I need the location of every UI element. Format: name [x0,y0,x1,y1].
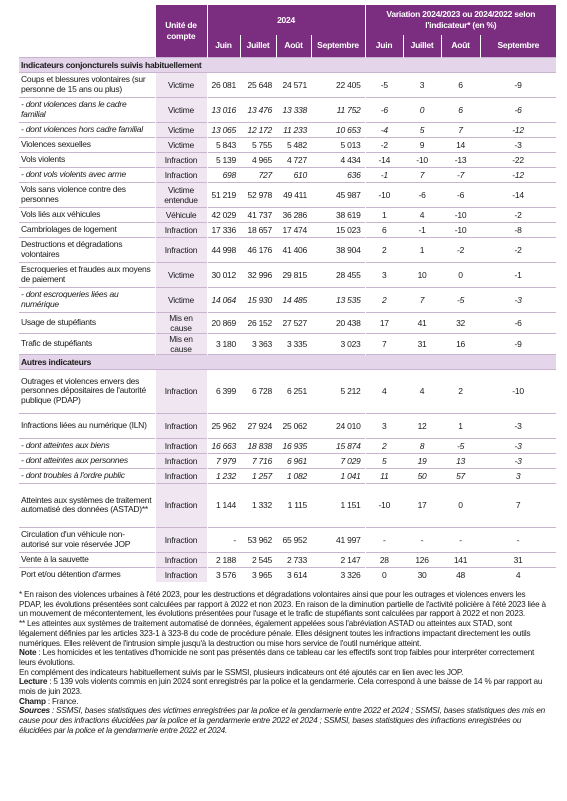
row-unit: Infraction [155,369,207,413]
variation-cell: 11 [365,468,403,483]
variation-cell: 48 [441,567,480,582]
value-cell: 1 144 [207,483,240,527]
variation-cell: 31 [403,333,441,354]
row-unit: Victime [155,122,207,137]
variation-cell: -4 [365,122,403,137]
value-cell: 636 [311,167,365,182]
row-label: Vols liés aux véhicules [19,207,155,222]
variation-cell: 1 [403,237,441,262]
value-cell: 1 257 [240,468,276,483]
value-cell: 13 065 [207,122,240,137]
variation-cell: -10 [441,222,480,237]
variation-cell: 5 [365,453,403,468]
value-cell: 1 082 [276,468,311,483]
value-cell: 3 576 [207,567,240,582]
value-cell: 25 062 [276,413,311,438]
variation-cell: -5 [365,72,403,97]
variation-cell: 7 [441,122,480,137]
variation-cell: 7 [403,287,441,312]
row-label: - dont escroqueries liées au numérique [19,287,155,312]
table-row [19,207,556,222]
row-label: Trafic de stupéfiants [19,333,155,354]
variation-cell: 41 [403,312,441,333]
row-label: - dont atteintes aux personnes [19,453,155,468]
value-cell: 1 232 [207,468,240,483]
value-cell: 51 219 [207,182,240,207]
variation-cell: 6 [441,97,480,122]
row-label: - dont vols violents avec arme [19,167,155,182]
variation-cell: 16 [441,333,480,354]
value-cell: 18 657 [240,222,276,237]
value-cell: 3 335 [276,333,311,354]
variation-cell: 32 [441,312,480,333]
value-cell: 13 016 [207,97,240,122]
variation-cell: 8 [403,438,441,453]
variation-cell: 10 [403,262,441,287]
variation-cell: - [403,527,441,552]
value-cell: 5 843 [207,137,240,152]
variation-cell: -3 [480,413,556,438]
header-variation: Variation 2024/2023 ou 2024/2022 selon l'indicateur* (en %) [365,5,556,35]
row-label: Vente à la sauvette [19,552,155,567]
value-cell: 6 251 [276,369,311,413]
variation-cell: 3 [365,262,403,287]
note-label: Note [19,648,37,658]
row-unit: Infraction [155,468,207,483]
champ-label: Champ [19,696,46,706]
table-row [19,182,556,207]
table-row [19,413,556,438]
row-label: Usage de stupéfiants [19,312,155,333]
value-cell: 15 874 [311,438,365,453]
variation-cell: -6 [365,97,403,122]
value-cell: 17 474 [276,222,311,237]
row-label: Vols sans violence contre des personnes [19,182,155,207]
value-cell: 18 838 [240,438,276,453]
value-cell: 27 924 [240,413,276,438]
value-cell: 52 978 [240,182,276,207]
sources-text: : SSMSI, bases statistiques des victimes enregistrées par la police et la gendarmerie entre 2022 et 2024 ; SSMSI, bases statistiques des mis en cause pour des infractions élucidées par la police et la gendarmerie entre 2022 et 2024 ; SSMSI, bases statistiques des infractions enregistrées ou élucidées par la police et la gendarmerie entre 2022 et 2024. [19,706,545,735]
value-cell: 3 180 [207,333,240,354]
row-unit: Victime [155,287,207,312]
variation-cell: 2 [365,287,403,312]
variation-cell: -6 [403,182,441,207]
table-row [19,72,556,97]
value-cell: 1 332 [240,483,276,527]
variation-cell: -10 [403,152,441,167]
variation-cell: -12 [480,167,556,182]
variation-cell: 5 [403,122,441,137]
value-cell: 26 152 [240,312,276,333]
value-cell: 13 476 [240,97,276,122]
value-cell: 3 023 [311,333,365,354]
value-cell: 3 363 [240,333,276,354]
variation-cell: 19 [403,453,441,468]
row-label: Outrages et violences envers des personnes dépositaires de l'autorité publique (PDAP) [19,369,155,413]
row-unit: Infraction [155,527,207,552]
value-cell: 3 326 [311,567,365,582]
variation-cell: 31 [480,552,556,567]
value-cell: 610 [276,167,311,182]
value-cell: 6 961 [276,453,311,468]
variation-cell: -14 [365,152,403,167]
value-cell: 53 962 [240,527,276,552]
variation-cell: 3 [403,72,441,97]
value-cell: 20 869 [207,312,240,333]
row-label: - dont violences hors cadre familial [19,122,155,137]
value-cell: 20 438 [311,312,365,333]
table-row [19,167,556,182]
variation-cell: 9 [403,137,441,152]
variation-cell: 1 [365,207,403,222]
value-cell: 45 987 [311,182,365,207]
row-unit: Victime [155,97,207,122]
table-row [19,527,556,552]
value-cell: 44 998 [207,237,240,262]
table-row [19,468,556,483]
header-month-aout: Août [276,35,311,57]
value-cell: 12 172 [240,122,276,137]
table-row [19,97,556,122]
variation-cell: 7 [480,483,556,527]
value-cell: 4 727 [276,152,311,167]
variation-cell: -1 [365,167,403,182]
row-label: Violences sexuelles [19,137,155,152]
variation-cell: 0 [403,97,441,122]
value-cell: 25 962 [207,413,240,438]
variation-cell: 2 [441,369,480,413]
header-var-aout: Août [441,35,480,57]
value-cell: 22 405 [311,72,365,97]
table-row [19,483,556,527]
value-cell: 6 728 [240,369,276,413]
variation-cell: -2 [480,207,556,222]
row-unit: Victime [155,72,207,97]
variation-cell: 28 [365,552,403,567]
table-body [19,57,556,582]
row-label: - dont troubles à l'ordre public [19,468,155,483]
footnotes [19,590,547,736]
header-var-juin: Juin [365,35,403,57]
variation-cell: 0 [441,483,480,527]
value-cell: 25 648 [240,72,276,97]
row-label: - dont violences dans le cadre familial [19,97,155,122]
header-var-septembre: Septembre [480,35,556,57]
value-cell: - [207,527,240,552]
value-cell: 65 952 [276,527,311,552]
value-cell: 5 013 [311,137,365,152]
value-cell: 5 755 [240,137,276,152]
value-cell: 1 151 [311,483,365,527]
variation-cell: 1 [441,413,480,438]
variation-cell: 17 [403,483,441,527]
row-unit: Infraction [155,552,207,567]
value-cell: 14 485 [276,287,311,312]
value-cell: 17 336 [207,222,240,237]
champ-text: : France. [45,696,79,706]
value-cell: 2 733 [276,552,311,567]
value-cell: 41 406 [276,237,311,262]
header-month-septembre: Septembre [311,35,365,57]
variation-cell: 14 [441,137,480,152]
sources-label: Sources [19,706,50,716]
section-title: Autres indicateurs [19,354,556,369]
variation-cell: -2 [441,237,480,262]
table-header [19,5,556,57]
row-label: Destructions et dégradations volontaires [19,237,155,262]
variation-cell: -10 [365,483,403,527]
value-cell: 2 147 [311,552,365,567]
row-label: Circulation d'un véhicule non-autorisé sur voie réservée JOP [19,527,155,552]
variation-cell: 6 [365,222,403,237]
value-cell: 24 571 [276,72,311,97]
value-cell: 41 997 [311,527,365,552]
table-row [19,333,556,354]
variation-cell: -10 [441,207,480,222]
row-unit: Victime entendue [155,182,207,207]
row-unit: Mis en cause [155,312,207,333]
variation-cell: -10 [480,369,556,413]
value-cell: 7 029 [311,453,365,468]
variation-cell: 57 [441,468,480,483]
variation-cell: -5 [441,438,480,453]
variation-cell: -13 [441,152,480,167]
value-cell: 11 233 [276,122,311,137]
variation-cell: -14 [480,182,556,207]
variation-cell: -12 [480,122,556,137]
value-cell: 16 935 [276,438,311,453]
value-cell: 15 023 [311,222,365,237]
value-cell: 2 545 [240,552,276,567]
value-cell: 32 996 [240,262,276,287]
value-cell: 4 965 [240,152,276,167]
variation-cell: -1 [480,262,556,287]
variation-cell: -3 [480,453,556,468]
variation-cell: -10 [365,182,403,207]
variation-cell: 3 [365,413,403,438]
table-row [19,552,556,567]
variation-cell: 4 [403,369,441,413]
row-unit: Infraction [155,438,207,453]
row-unit: Infraction [155,167,207,182]
table-row [19,137,556,152]
footnote-note [19,648,547,667]
variation-cell: 2 [365,438,403,453]
value-cell: 27 527 [276,312,311,333]
table-row [19,222,556,237]
section-header-row [19,354,556,369]
row-label: Vols violents [19,152,155,167]
value-cell: 28 455 [311,262,365,287]
value-cell: 13 338 [276,97,311,122]
variation-cell: -3 [480,137,556,152]
section-title: Indicateurs conjoncturels suivis habituellement [19,57,556,72]
variation-cell: 0 [365,567,403,582]
note-text: : Les homicides et les tentatives d'homicide ne sont pas présentés dans ce tableau car les effectifs sont trop faibles pour interpréter correctement leurs évolutions. [19,648,535,667]
row-label: Port et/ou détention d'armes [19,567,155,582]
variation-cell: -8 [480,222,556,237]
value-cell: 14 064 [207,287,240,312]
value-cell: 41 737 [240,207,276,222]
value-cell: 5 482 [276,137,311,152]
table-row [19,438,556,453]
header-year: 2024 [207,5,365,35]
row-unit: Infraction [155,222,207,237]
value-cell: 1 041 [311,468,365,483]
variation-cell: -5 [441,287,480,312]
value-cell: 46 176 [240,237,276,262]
row-unit: Infraction [155,567,207,582]
row-label: Coups et blessures volontaires (sur personne de 15 ans ou plus) [19,72,155,97]
header-var-juillet: Juillet [403,35,441,57]
variation-cell: 13 [441,453,480,468]
lecture-text: : 5 139 vols violents commis en juin 2024 sont enregistrés par la police et la gendarmerie. Cela correspond à une baisse de 14 % par rapport au mois de juin 2023. [19,677,543,697]
row-unit: Infraction [155,152,207,167]
variation-cell: 12 [403,413,441,438]
value-cell: 49 411 [276,182,311,207]
variation-cell: 7 [365,333,403,354]
table-row [19,567,556,582]
row-unit: Victime [155,137,207,152]
variation-cell: 0 [441,262,480,287]
row-unit: Mis en cause [155,333,207,354]
row-label: Escroqueries et fraudes aux moyens de paiement [19,262,155,287]
value-cell: 4 434 [311,152,365,167]
variation-cell: 17 [365,312,403,333]
value-cell: 38 904 [311,237,365,262]
table-row [19,453,556,468]
variation-cell: 126 [403,552,441,567]
footnote-lecture [19,677,547,696]
value-cell: 698 [207,167,240,182]
header-month-juin: Juin [207,35,240,57]
value-cell: 3 965 [240,567,276,582]
variation-cell: -3 [480,287,556,312]
value-cell: 38 619 [311,207,365,222]
row-unit: Infraction [155,413,207,438]
row-label: Cambriolages de logement [19,222,155,237]
variation-cell: 4 [480,567,556,582]
variation-cell: -9 [480,333,556,354]
variation-cell: 7 [403,167,441,182]
value-cell: 1 115 [276,483,311,527]
footnote-complement: En complément des indicateurs habituellement suivis par le SSMSI, plusieurs indicateurs ont été ajoutés car en lien avec les JOP. [19,667,464,677]
header-unit: Unité de compte [155,5,207,57]
variation-cell: 4 [403,207,441,222]
value-cell: 2 188 [207,552,240,567]
value-cell: 16 663 [207,438,240,453]
footnote-astad: ** Les atteintes aux systèmes de traitement automatisé de données, également appelées sous l'abréviation ASTAD ou atteintes aux STAD, sont légalement définies par les articles 323-1 à 323-8 du code de procédure pénale. Elles désignent toutes les infractions impactant directement les outils numériques. Elles relèvent de l'intrusion simple jusqu'à la destruction ou mise hors service de l'outil numérique atteint. [19,619,531,648]
footnote-champ [19,697,547,707]
row-label: - dont atteintes aux biens [19,438,155,453]
row-label: Infractions liées au numérique (ILN) [19,413,155,438]
value-cell: 5 139 [207,152,240,167]
table-row [19,237,556,262]
value-cell: 3 614 [276,567,311,582]
table-row [19,287,556,312]
table-row [19,369,556,413]
footnote-urban-violence: * En raison des violences urbaines à l'été 2023, pour les destructions et dégradations volontaires ainsi que pour les outrages et violences envers les PDAP, les évolutions présentées sont calculées par rapport à 2022 et non 2023. En raison de la diminution partielle de l'activité policière à l'été 2023 liée à un mouvement de mécontentement, les évolutions présentées pour l'usage et le trafic de stupéfiants sont calculées par rapport à 2022 et non 2023. [19,590,546,619]
statistics-table [19,5,556,582]
footnote-sources [19,706,547,735]
value-cell: 29 815 [276,262,311,287]
variation-cell: 4 [365,369,403,413]
value-cell: 6 399 [207,369,240,413]
variation-cell: 6 [441,72,480,97]
table-row [19,312,556,333]
variation-cell: 2 [365,237,403,262]
variation-cell: -6 [480,97,556,122]
value-cell: 11 752 [311,97,365,122]
value-cell: 24 010 [311,413,365,438]
header-month-juillet: Juillet [240,35,276,57]
variation-cell: -2 [480,237,556,262]
variation-cell: 141 [441,552,480,567]
row-unit: Véhicule [155,207,207,222]
row-unit: Infraction [155,483,207,527]
variation-cell: -7 [441,167,480,182]
variation-cell: 3 [480,468,556,483]
variation-cell: -3 [480,438,556,453]
value-cell: 26 081 [207,72,240,97]
variation-cell: - [480,527,556,552]
table-row [19,262,556,287]
variation-cell: -1 [403,222,441,237]
lecture-label: Lecture [19,677,48,687]
row-label: Atteintes aux systèmes de traitement automatisé des données (ASTAD)** [19,483,155,527]
variation-cell: -22 [480,152,556,167]
variation-cell: -9 [480,72,556,97]
variation-cell: - [365,527,403,552]
value-cell: 15 930 [240,287,276,312]
variation-cell: 50 [403,468,441,483]
table-row [19,152,556,167]
value-cell: 5 212 [311,369,365,413]
value-cell: 13 535 [311,287,365,312]
value-cell: 10 653 [311,122,365,137]
variation-cell: - [441,527,480,552]
section-header-row [19,57,556,72]
variation-cell: 30 [403,567,441,582]
value-cell: 36 286 [276,207,311,222]
value-cell: 7 979 [207,453,240,468]
value-cell: 7 716 [240,453,276,468]
value-cell: 30 012 [207,262,240,287]
header-empty-cell [19,5,155,57]
table-row [19,122,556,137]
row-unit: Infraction [155,237,207,262]
variation-cell: -6 [441,182,480,207]
value-cell: 42 029 [207,207,240,222]
variation-cell: -2 [365,137,403,152]
row-unit: Victime [155,262,207,287]
variation-cell: -6 [480,312,556,333]
value-cell: 727 [240,167,276,182]
row-unit: Infraction [155,453,207,468]
